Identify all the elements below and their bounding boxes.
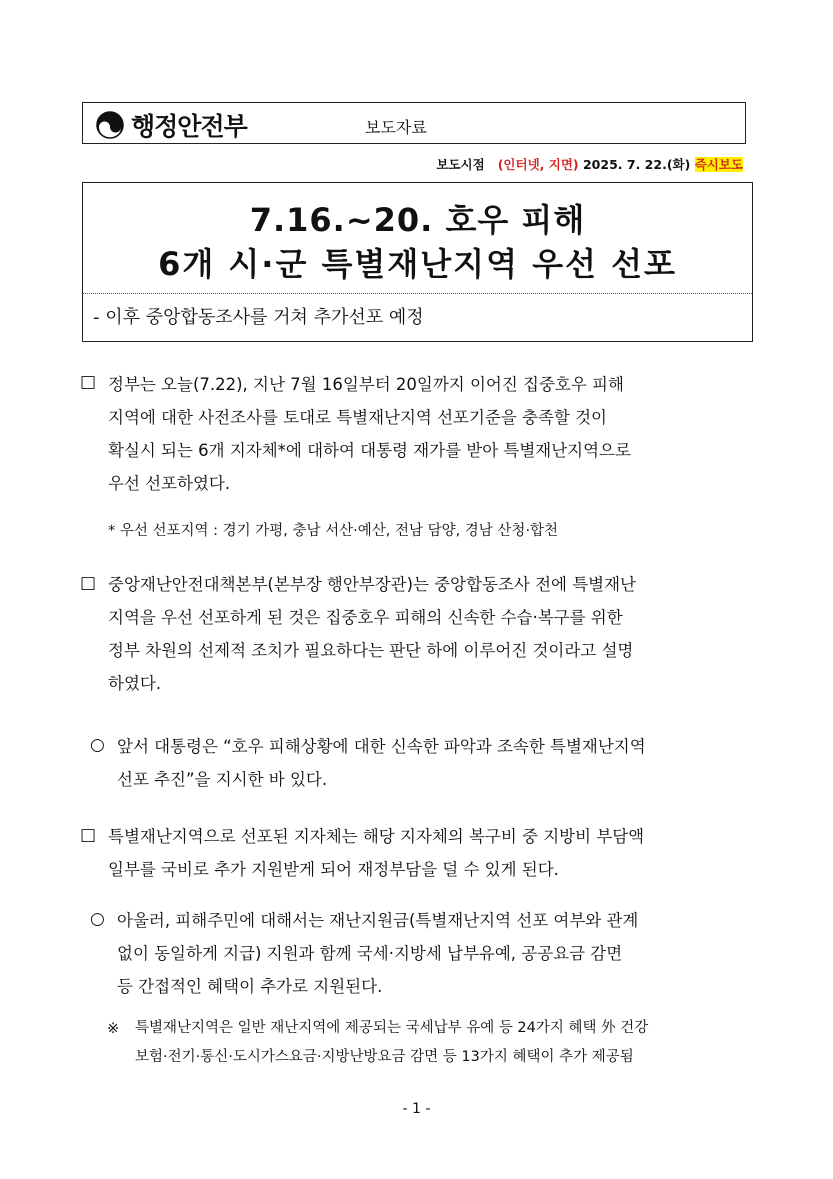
paragraph-line: 앞서 대통령은 “호우 피해상황에 대한 신속한 파악과 조속한 특별재난지역: [117, 737, 646, 756]
paragraph-5: [117, 904, 754, 1003]
title-divider: [83, 293, 752, 294]
release-info: [436, 155, 743, 173]
square-bullet: □: [80, 372, 97, 392]
paragraph-line: 정부는 오늘(7.22), 지난 7월 16일부터 20일까지 이어진 집중호우 피해: [108, 375, 624, 394]
paragraph-line: 일부를 국비로 추가 지원받게 되어 재정부담을 덜 수 있게 된다.: [108, 860, 559, 879]
paragraph-line: 우선 선포하였다.: [108, 474, 231, 493]
headline-line-2: 6개 시·군 특별재난지역 우선 선포: [158, 245, 677, 283]
paragraph-line: 없이 동일하게 지급) 지원과 함께 국세·지방세 납부유예, 공공요금 감면: [117, 944, 623, 963]
paragraph-line: 등 간접적인 혜택이 추가로 지원된다.: [117, 977, 383, 996]
paragraph-1: [108, 368, 754, 500]
release-media: (인터넷, 지면): [497, 157, 579, 172]
paragraph-3: [117, 730, 754, 796]
taegeuk-logo-icon: [95, 110, 125, 140]
subtitle: - 이후 중앙합동조사를 거쳐 추가선포 예정: [93, 307, 424, 328]
release-immediate: 즉시보도: [694, 157, 743, 172]
title-box: [82, 182, 753, 342]
release-date: 2025. 7. 22.(화): [582, 157, 691, 172]
paragraph-4: [108, 820, 754, 886]
square-bullet: □: [80, 825, 97, 845]
circle-bullet: ○: [90, 909, 105, 929]
logo-text: 행정안전부: [131, 112, 247, 141]
header-box: [82, 102, 746, 144]
document-type: 보도자료: [365, 118, 427, 137]
note-line: 특별재난지역은 일반 재난지역에 제공되는 국세납부 유예 등 24가지 혜택 外 건강: [135, 1020, 649, 1036]
paragraph-line: 정부 차원의 선제적 조치가 필요하다는 판단 하에 이루어진 것이라고 설명: [108, 641, 634, 660]
paragraph-line: 지역에 대한 사전조사를 토대로 특별재난지역 선포기준을 충족할 것이: [108, 408, 607, 427]
paragraph-line: 특별재난지역으로 선포된 지자체는 해당 지자체의 복구비 중 지방비 부담액: [108, 827, 645, 846]
headline-line-1: 7.16.~20. 호우 피해: [249, 201, 586, 239]
square-bullet: □: [80, 573, 97, 593]
footnote-designated-areas: * 우선 선포지역 : 경기 가평, 충남 서산·예산, 전남 담양, 경남 산청·합천: [108, 523, 559, 539]
ministry-logo: [95, 107, 247, 143]
circle-bullet: ○: [90, 735, 105, 755]
paragraph-2: [108, 568, 754, 700]
paragraph-line: 중앙재난안전대책본부(본부장 행안부장관)는 중앙합동조사 전에 특별재난: [108, 575, 636, 594]
note-line: 보험·전기·통신·도시가스요금·지방난방요금 감면 등 13가지 혜택이 추가 제공됨: [135, 1049, 634, 1065]
paragraph-line: 지역을 우선 선포하게 된 것은 집중호우 피해의 신속한 수습·복구를 위한: [108, 608, 623, 627]
reference-mark: ※: [107, 1021, 120, 1037]
release-label: 보도시점: [436, 157, 485, 172]
page-number: - 1 -: [402, 1101, 431, 1117]
paragraph-line: 아울러, 피해주민에 대해서는 재난지원금(특별재난지역 선포 여부와 관계: [117, 911, 639, 930]
paragraph-line: 확실시 되는 6개 지자체*에 대하여 대통령 재가를 받아 특별재난지역으로: [108, 441, 631, 460]
paragraph-line: 하였다.: [108, 674, 162, 693]
paragraph-line: 선포 추진”을 지시한 바 있다.: [117, 770, 328, 789]
reference-note: [135, 1014, 755, 1072]
